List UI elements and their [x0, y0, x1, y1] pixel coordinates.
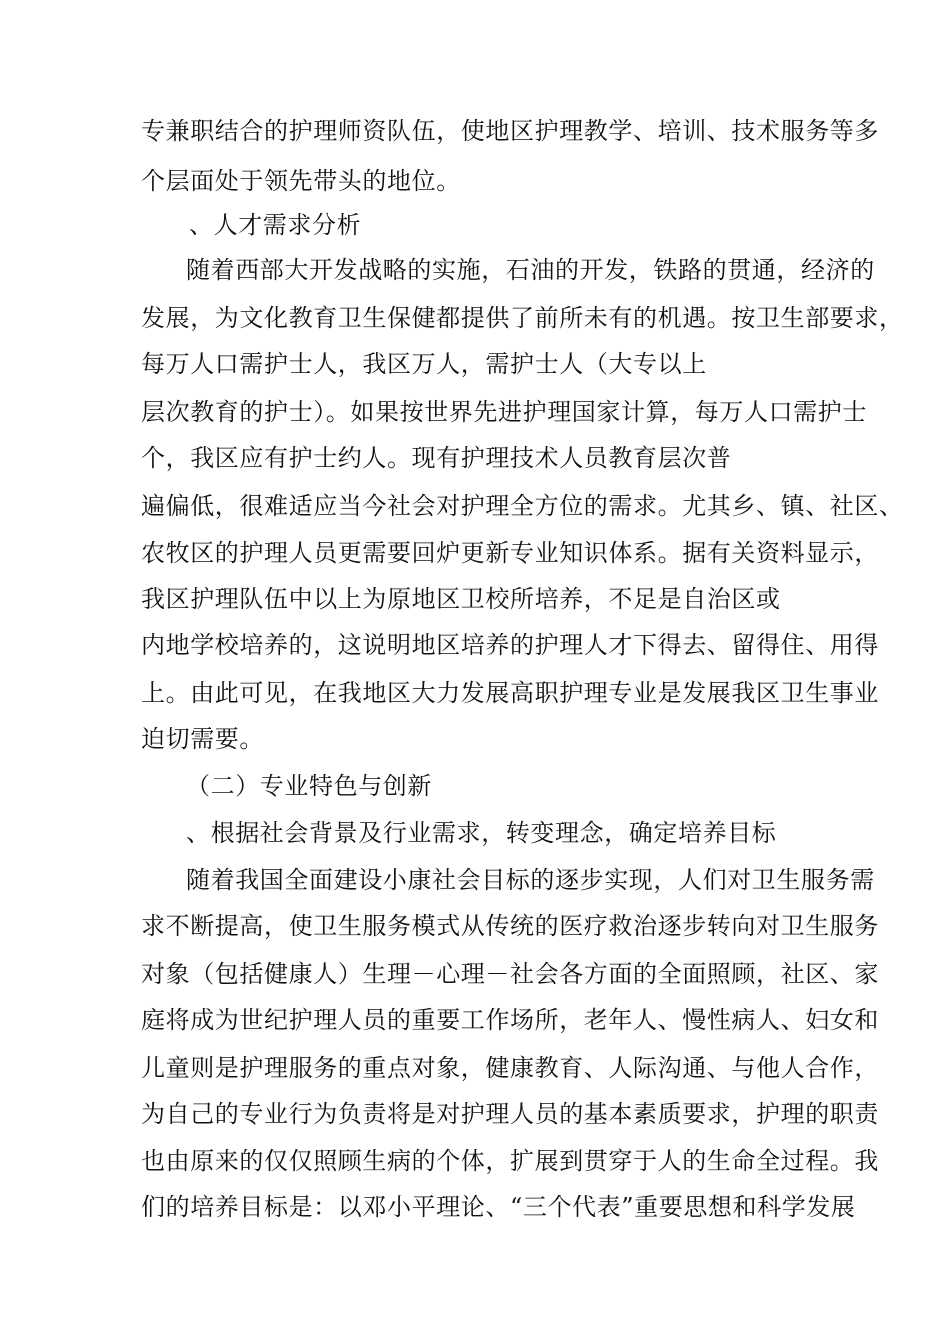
text-line: 为自己的专业行为负责将是对护理人员的基本素质要求，护理的职责 — [141, 1100, 879, 1128]
text-line: 庭将成为世纪护理人员的重要工作场所，老年人、慢性病人、妇女和 — [141, 1006, 879, 1034]
text-line: 求不断提高，使卫生服务模式从传统的医疗救治逐步转向对卫生服务 — [141, 912, 879, 940]
text-line: 发展，为文化教育卫生保健都提供了前所未有的机遇。按卫生部要求， — [141, 304, 904, 332]
text-line: 遍偏低，很难适应当今社会对护理全方位的需求。尤其乡、镇、社区、 — [141, 492, 904, 520]
text-line: 对象（包括健康人）生理－心理－社会各方面的全面照顾，社区、家 — [141, 960, 879, 988]
text-line: 个层面处于领先带头的地位。 — [141, 167, 461, 195]
text-line: 迫切需要。 — [141, 725, 264, 753]
text-line: 内地学校培养的，这说明地区培养的护理人才下得去、留得住、用得 — [141, 631, 879, 659]
text-line: 随着西部大开发战略的实施，石油的开发，铁路的贯通，经济的 — [186, 256, 875, 284]
section-heading: 、人才需求分析 — [189, 211, 362, 239]
text-line: 也由原来的仅仅照顾生病的个体，扩展到贯穿于人的生命全过程。我 — [141, 1147, 879, 1175]
text-line: 我区护理队伍中以上为原地区卫校所培养，不足是自治区或 — [141, 585, 781, 613]
text-line: 每万人口需护士人，我区万人，需护士人（大专以上 — [141, 350, 707, 378]
text-line: 们的培养目标是：以邓小平理论、“三个代表”重要思想和科学发展 — [141, 1193, 856, 1221]
text-line: 儿童则是护理服务的重点对象，健康教育、人际沟通、与他人合作， — [141, 1054, 879, 1082]
text-line: 层次教育的护士）。如果按世界先进护理国家计算，每万人口需护士 — [141, 398, 867, 426]
text-line: 农牧区的护理人员更需要回炉更新专业知识体系。据有关资料显示， — [141, 539, 879, 567]
text-line: 个，我区应有护士约人。现有护理技术人员教育层次普 — [141, 444, 732, 472]
section-heading: （二）专业特色与创新 — [186, 772, 432, 800]
text-line: 上。由此可见，在我地区大力发展高职护理专业是发展我区卫生事业 — [141, 679, 879, 707]
text-line: 专兼职结合的护理师资队伍，使地区护理教学、培训、技术服务等多 — [141, 117, 879, 145]
text-line: 随着我国全面建设小康社会目标的逐步实现，人们对卫生服务需 — [186, 866, 875, 894]
section-heading: 、根据社会背景及行业需求，转变理念，确定培养目标 — [186, 819, 777, 847]
